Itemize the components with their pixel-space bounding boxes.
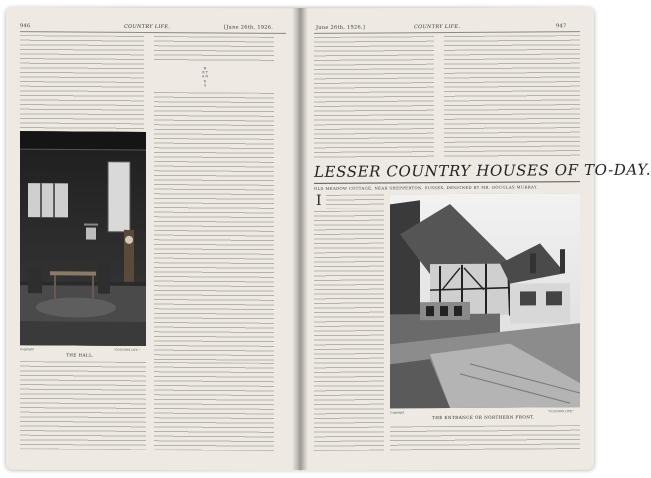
hall-photo-image: [20, 131, 146, 346]
feature-title: LESSER COUNTRY HOUSES OF TO-DAY.: [314, 160, 651, 181]
house-photo-credit-right: "COUNTRY LIFE.": [548, 409, 575, 414]
right-running-title: COUNTRY LIFE.: [414, 23, 461, 31]
hall-photo-credit-left: Copyright: [20, 347, 35, 352]
right-text-column-2: [444, 35, 580, 160]
left-text-column-1: [20, 35, 144, 132]
house-photo-credit-left: Copyright: [390, 410, 405, 415]
house-photo-caption: THE ENTRANCE OR NORTHERN FRONT.: [432, 414, 535, 421]
verse-line-1: H: [203, 66, 207, 71]
left-verse-block: [202, 66, 208, 87]
right-page: [302, 7, 651, 471]
left-text-column-5: [154, 362, 274, 451]
feature-subtitle: OLD MEADOW COTTAGE, NEAR SHEPPERTON, SUSSEX, DESIGNED BY MR. DOUGLAS MURRAY.: [314, 184, 539, 191]
hall-photo-caption: THE HALL.: [66, 352, 95, 358]
book-gutter: [292, 8, 308, 470]
verse-line-4: E: [203, 78, 207, 83]
hall-photo: [20, 131, 146, 346]
left-text-column-4: [20, 361, 146, 450]
left-text-column-3: [154, 92, 274, 361]
right-text-intro: [326, 194, 384, 208]
hall-photo-credit-right: "COUNTRY LIFE.": [114, 347, 141, 352]
right-text-column-1: [314, 36, 434, 161]
right-text-column-4: [390, 425, 580, 450]
left-page: [6, 7, 298, 471]
right-page-number: 947: [556, 23, 567, 30]
left-date: [June 26th, 1926.: [224, 24, 274, 31]
right-date: June 26th, 1926.]: [316, 24, 366, 31]
verse-line-5: S: [203, 83, 207, 88]
drop-cap: I: [316, 192, 322, 209]
magazine-spread: [6, 8, 651, 470]
verse-line-2: R T: [202, 70, 208, 75]
feature-title-rule: [314, 181, 580, 184]
house-photo-image: [390, 193, 580, 408]
left-text-column-2: [154, 36, 274, 63]
right-text-column-3: [314, 210, 384, 450]
verse-line-3: A N: [202, 74, 209, 79]
right-head-rule: [314, 31, 580, 34]
left-running-title: COUNTRY LIFE.: [124, 23, 171, 31]
left-head-rule: [20, 31, 286, 34]
house-photo: [390, 193, 580, 408]
left-page-number: 946: [20, 23, 31, 30]
